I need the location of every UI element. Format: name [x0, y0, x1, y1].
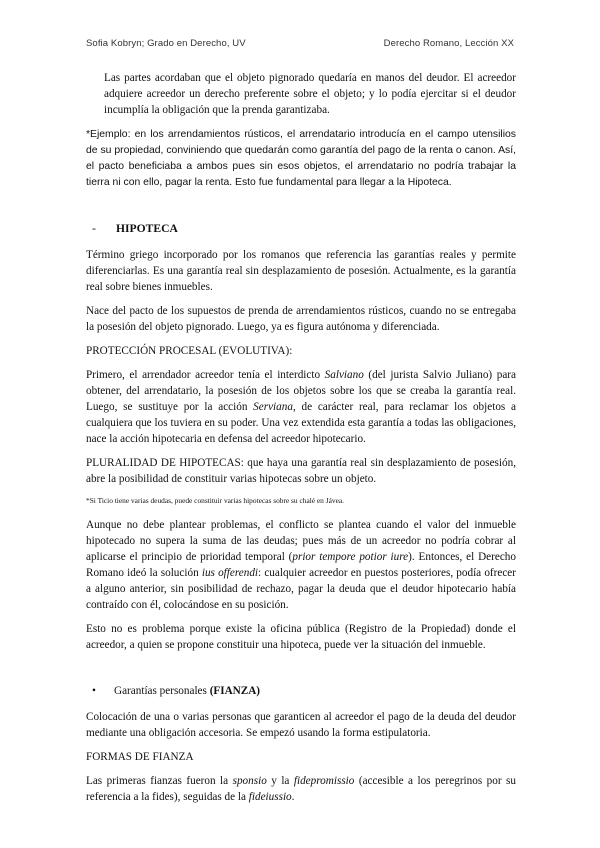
- section-heading-fianza: [86, 683, 516, 699]
- proteccion-heading: PROTECCIÓN PROCESAL (EVOLUTIVA):: [86, 345, 293, 357]
- text-run: Las primeras fianzas fueron la: [86, 775, 233, 787]
- page-header: [86, 38, 514, 49]
- registro-paragraph: Esto no es problema porque existe la oficina pública (Registro de la Propiedad) donde el acreedor, a quien se propone constituir una hipoteca, puede ver la situación del inmueble.: [86, 623, 516, 651]
- text-run: (accesible a los peregrinos por su referencia a la fides), seguidas de la: [86, 775, 516, 803]
- text-run: .: [291, 791, 295, 803]
- fianza-title-bold: (FIANZA): [209, 685, 261, 697]
- document-body: [86, 70, 516, 813]
- text-run: (del jurista Salvio Juliano) para obtener, del arrendatario, la posesión de los objetos sobre los que se creaba la garantía real. Luego, se sustituye por la acción: [86, 369, 516, 413]
- conflicto-paragraph: [86, 517, 516, 613]
- fianza-paragraph-1: Colocación de una o varias personas que garanticen al acreedor el pago de la deuda del deudor mediante una obligación accesoria. Se empezó usando la forma estipulatoria.: [86, 711, 516, 739]
- pluralidad-paragraph: PLURALIDAD DE HIPOTECAS: que haya una garantía real sin desplazamiento de posesión, abre la posibilidad de constituir varias hipotecas sobre un objeto.: [86, 457, 516, 485]
- text-run: Primero, el arrendador acreedor tenía el interdicto: [86, 369, 325, 381]
- text-run: , de carácter real, para reclamar los objetos a cualquiera que los tuviera en su poder. Una vez extendida esta garantía a todas las obligaciones, nace la acción hipotecaria en defensa del acreedor hipotecario.: [86, 401, 516, 445]
- hipoteca-paragraph-2: Nace del pacto de los supuestos de prenda de arrendamientos rústicos, cuando no se entregaba la posesión del objeto pignorado. Luego, ya es figura autónoma y diferenciada.: [86, 305, 516, 333]
- text-run: : cualquier acreedor en puestos posteriores, podía ofrecer a alguno anterior, sin posibilidad de rechazo, pagar la deuda que el deudor hipotecario había contraído con él, colocándose en su posición.: [86, 567, 516, 611]
- proteccion-paragraph: [86, 367, 516, 447]
- section-heading-hipoteca: [86, 221, 516, 237]
- italic-term: fidepromissio: [293, 775, 355, 787]
- example-note: *Si Ticio tiene varias deudas, puede constituir varias hipotecas sobre su chalé en Jávea.: [86, 496, 344, 505]
- italic-term: Salviano: [324, 369, 364, 381]
- italic-term: Serviana: [253, 401, 293, 413]
- bullet-marker: •: [92, 685, 96, 697]
- italic-term: sponsio: [232, 775, 267, 787]
- formas-heading: FORMAS DE FIANZA: [86, 751, 194, 763]
- header-author: Sofia Kobryn; Grado en Derecho, UV: [86, 38, 246, 49]
- intro-paragraph: Las partes acordaban que el objeto pignorado quedaría en manos del deudor. El acreedor adquiere acreedor un derecho preferente sobre el objeto; y lo podía ejercitar si el deudor incumplía la obligación que la prenda garantizaba.: [104, 72, 516, 116]
- dash-marker: -: [92, 222, 96, 235]
- fianza-title-plain: Garantías personales: [114, 685, 210, 697]
- hipoteca-title: HIPOTECA: [116, 222, 178, 235]
- text-run: y la: [266, 775, 294, 787]
- italic-term: ius offerendi: [201, 567, 259, 579]
- italic-term: fideiussio: [248, 791, 292, 803]
- text-run: Aunque no debe plantear problemas, el conflicto se plantea cuando el valor del inmueble hipotecado no supera la suma de las deudas; pues más de un acreedor no podría cobrar al aplicarse el principio de prioridad temporal (: [86, 519, 516, 563]
- text-run: ). Entonces, el Derecho Romano ideó la solución: [86, 551, 516, 579]
- formas-paragraph: [86, 773, 516, 805]
- example-paragraph: *Ejemplo: en los arrendamientos rústicos, el arrendatario introducía en el campo utensilios de su propiedad, conviniendo que quedarán como garantía del pago de la renta o canon. Así, el pacto beneficiaba a ambos pues sin esos objetos, el arrendatario no podría trabajar la tierra ni con ello, pagar la renta. Esto fue fundamental para llegar a la Hipoteca.: [86, 129, 516, 188]
- header-course: Derecho Romano, Lección XX: [383, 38, 514, 49]
- hipoteca-paragraph-1: Término griego incorporado por los romanos que referencia las garantías reales y permite diferenciarlas. Es una garantía real sin desplazamiento de posesión. Actualmente, es la garantía real sobre bienes inmuebles.: [86, 249, 516, 293]
- italic-term: prior tempore potior iure: [292, 551, 409, 563]
